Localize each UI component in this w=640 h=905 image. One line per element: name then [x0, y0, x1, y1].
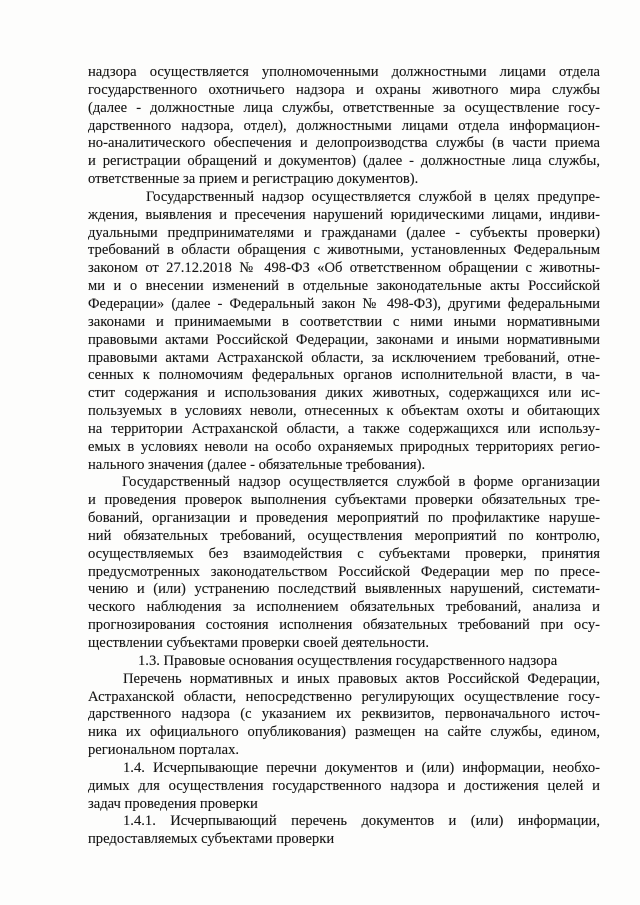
text-line: чению и (или) устранению последствий выявленных нарушений, системати-	[88, 581, 600, 598]
text-line: правовыми актами Российской Федерации, законами и иными нормативными	[88, 331, 600, 348]
text-line: бований, организации и проведения мероприятий по профилактике наруше-	[88, 510, 600, 527]
text-line: предоставляемых субъектами проверки	[88, 831, 335, 848]
text-line: димых для осуществления государственного надзора и достижения целей и	[88, 777, 600, 794]
text-line: Перечень нормативных и иных правовых актов Российской Федерации,	[123, 670, 600, 687]
text-line: стит содержания и использования диких животных, содержащихся или ис-	[88, 385, 600, 402]
text-line: Государственный надзор осуществляется службой в целях предупре-	[146, 188, 600, 205]
subsection-heading	[88, 760, 600, 814]
text-line: осуществляемых без взаимодействия с субъектами проверки, принятия	[88, 545, 600, 562]
text-line: надзора осуществляется уполномоченными должностными лицами отдела	[88, 64, 600, 80]
text-line: на территории Астраханской области, а также содержащихся или использу-	[88, 420, 600, 437]
text-line: ществлении субъектами проверки своей деятельности.	[88, 635, 429, 651]
text-line: региональном порталах.	[88, 742, 240, 759]
text-line: ний обязательных требований, осуществления мероприятий по контролю,	[88, 527, 600, 544]
paragraph	[88, 474, 600, 652]
section-heading	[88, 653, 600, 671]
section-heading-text: 1.3. Правовые основания осуществления государственного надзора	[138, 652, 558, 669]
text-line: правовыми актами Астраханской области, за исключением требований, отне-	[88, 349, 600, 366]
paragraph	[88, 64, 600, 189]
paragraph	[88, 189, 600, 475]
text-line: предусмотренных законодательством Российской Федерации мер по пресе-	[88, 563, 600, 580]
text-line: емых в условиях неволи на особо охраняемых природных территориях регио-	[88, 438, 600, 455]
text-line: и проведения проверок выполнения субъектами проверки обязательных тре-	[88, 492, 600, 509]
subsection-heading	[88, 813, 600, 849]
text-line: но-аналитического обеспечения и делопроизводства службы (в части приема	[88, 135, 600, 152]
text-line: и регистрации обращений и документов) (далее - должностные лица службы,	[88, 153, 600, 170]
text-line: 1.4.1. Исчерпывающий перечень документов и (или) информации,	[123, 813, 600, 830]
text-line: Федерации» (далее - Федеральный закон № 498-ФЗ), другими федеральными	[88, 295, 600, 312]
text-line: ника их официального опубликования) размещен на сайте службы, едином,	[88, 724, 600, 741]
text-line: прогнозирования состояния исполнения обязательных требований при осу-	[88, 617, 600, 634]
text-line: дарственного надзора (с указанием их реквизитов, первоначального источ-	[88, 706, 600, 723]
text-line: дуальными предпринимателями и гражданами (далее - субъекты проверки)	[88, 224, 600, 241]
text-line: ми и о внесении изменений в отдельные законодательные акты Российской	[88, 278, 600, 295]
document-body	[88, 64, 600, 849]
text-line: 1.4. Исчерпывающие перечни документов и (или) информации, необхо-	[123, 759, 600, 776]
text-line: ответственные за прием и регистрацию документов).	[88, 171, 419, 188]
text-line: Астраханской области, непосредственно регулирующих осуществление госу-	[88, 688, 600, 705]
text-line: требований в области обращения с животными, установленных Федеральным	[88, 242, 600, 259]
text-line: законами и принимаемыми в соответствии с ними иными нормативными	[88, 313, 600, 330]
text-line: пользуемых в условиях неволи, отнесенных к объектам охоты и обитающих	[88, 403, 600, 420]
text-line: сенных к полномочиям федеральных органов исполнительной власти, в ча-	[88, 367, 600, 384]
text-line: ждения, выявления и пресечения нарушений юридическими лицами, индиви-	[88, 206, 600, 223]
text-line: (далее - должностные лица службы, ответственные за осуществление госу-	[88, 99, 600, 116]
text-line: ческого наблюдения за исполнением обязательных требований, анализа и	[88, 599, 600, 616]
paragraph	[88, 671, 600, 760]
text-line: законом от 27.12.2018 № 498-ФЗ «Об ответственном обращении с животны-	[88, 260, 600, 277]
text-line: дарственного надзора, отдел), должностными лицами отдела информацион-	[88, 117, 600, 134]
text-line: нального значения (далее - обязательные требования).	[88, 456, 426, 473]
text-line: Государственный надзор осуществляется службой в форме организации	[122, 474, 600, 491]
text-line: задач проведения проверки	[88, 795, 258, 812]
text-line: государственного охотничьего надзора и охраны животного мира службы	[88, 81, 600, 98]
